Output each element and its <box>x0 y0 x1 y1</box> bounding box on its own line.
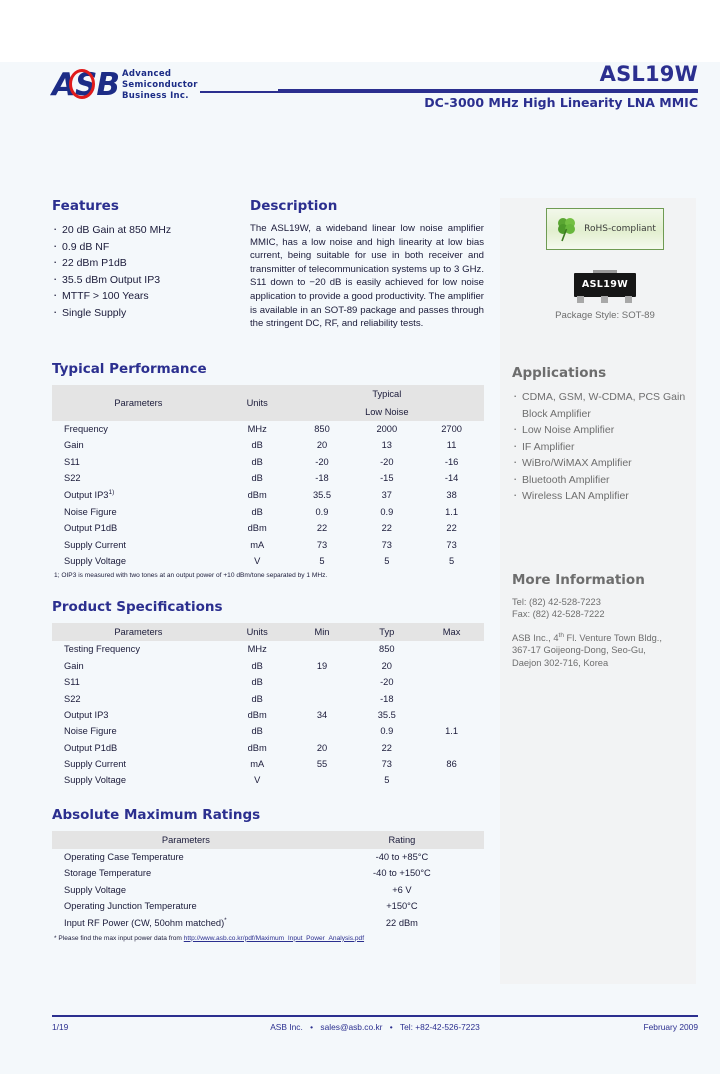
cell-value-3: 5 <box>449 556 455 567</box>
cell-parameter: S22 <box>64 473 81 484</box>
footer-divider <box>52 1015 698 1017</box>
table-row <box>52 454 484 470</box>
typical-performance-section <box>52 361 484 581</box>
cell-rating: +150°C <box>386 900 418 911</box>
column-header-parameters: Parameters <box>52 831 320 849</box>
table-row <box>52 658 484 674</box>
left-column <box>52 198 484 962</box>
cell-rating: -40 to +85°C <box>375 851 429 862</box>
column-subheader-low-noise: Low Noise <box>290 403 484 421</box>
features-section <box>52 198 232 331</box>
cell-min: 55 <box>316 759 328 770</box>
cell-units: dB <box>251 440 263 451</box>
absolute-maximum-ratings-footnote <box>54 934 484 944</box>
cell-units: dBm <box>247 742 267 753</box>
package-body <box>574 273 636 297</box>
table-row <box>52 553 484 569</box>
cell-parameter: S11 <box>64 456 80 467</box>
column-header-min: Min <box>290 623 355 641</box>
address-line-1-post: Fl. Venture Town Bldg., <box>563 632 662 643</box>
cell-units: dB <box>251 506 263 517</box>
typical-performance-table <box>52 385 484 569</box>
cell-parameter: Noise Figure <box>64 726 117 737</box>
logo-line-2: Semiconductor <box>122 79 198 90</box>
footnote-text: * Please find the max input power data from <box>54 934 184 942</box>
description-heading: Description <box>250 198 338 214</box>
cell-value-1: -20 <box>315 456 329 467</box>
cell-typ: -20 <box>380 677 394 688</box>
page-title: ASL19W <box>599 62 698 86</box>
description-body: The ASL19W, a wideband linear low noise amplifier MMIC, has a low noise and high linearity at low bias current, being suitable for use in both receiver and transmitter of telecommunication systems up to 3 GHz. S11 down to −20 dB is easily achieved for low noise application to provide a good productivity. The amplifier is available in an SOT-89 package and passes through the stringent DC, RF, and reliability tests. <box>250 223 484 330</box>
more-information-section <box>512 572 698 670</box>
cell-value-1: 0.9 <box>315 506 329 517</box>
cell-rating: -40 to +150°C <box>373 868 431 879</box>
table-row <box>52 690 484 706</box>
cell-parameter: Supply Current <box>64 539 127 550</box>
column-header-typ: Typ <box>354 623 419 641</box>
package-marking: ASL19W <box>581 279 629 290</box>
table-row <box>52 707 484 723</box>
footer-company: ASB Inc. <box>270 1022 303 1032</box>
address-ordinal: th <box>558 631 564 639</box>
cell-min <box>290 674 355 690</box>
product-specifications-table <box>52 623 484 788</box>
cell-parameter: Supply Voltage <box>64 556 127 567</box>
cell-parameter: Gain <box>64 440 84 451</box>
package-section <box>512 198 698 321</box>
table-row <box>52 520 484 536</box>
cell-parameter <box>52 914 320 931</box>
table-row <box>52 536 484 552</box>
cell-value-2: 5 <box>384 556 390 567</box>
table-header-row <box>52 623 484 641</box>
cell-value-2: -20 <box>380 456 394 467</box>
applications-heading: Applications <box>512 365 607 381</box>
cell-value-1: 5 <box>319 556 325 567</box>
cell-value-3: 22 <box>446 523 457 534</box>
cell-units: dB <box>251 677 263 688</box>
table-row <box>52 437 484 453</box>
cell-min <box>290 690 355 706</box>
cell-parameter: Gain <box>64 660 84 671</box>
cell-value-1: 850 <box>314 423 330 434</box>
logo-line-1: Advanced <box>122 68 172 79</box>
cell-min <box>290 723 355 739</box>
cell-parameter-text: Input RF Power (CW, 50ohm matched) <box>64 918 225 929</box>
cell-value-3: 73 <box>446 539 457 550</box>
table-row <box>52 898 484 914</box>
cell-value-2: 2000 <box>376 423 398 434</box>
list-item: · Bluetooth Amplifier <box>512 472 698 489</box>
cell-max <box>419 690 484 706</box>
logo-letters: ASB <box>52 67 119 103</box>
absolute-maximum-ratings-heading: Absolute Maximum Ratings <box>52 806 261 823</box>
footer-separator: • <box>310 1022 314 1032</box>
cell-parameter: Storage Temperature <box>64 868 152 879</box>
cell-units: dB <box>251 660 263 671</box>
list-item: · Low Noise Amplifier <box>512 422 698 439</box>
footer-email[interactable]: sales@asb.co.kr <box>320 1022 383 1032</box>
address-line-3: Daejon 302-716, Korea <box>512 657 609 668</box>
cell-value-2: 37 <box>381 489 392 500</box>
cell-units: MHz <box>247 423 267 434</box>
max-input-power-link[interactable]: http://www.asb.co.kr/pdf/Maximum_Input_Power_Analysis.pdf <box>183 934 365 942</box>
table-row <box>52 641 484 657</box>
table-row <box>52 914 484 931</box>
cell-units: dB <box>251 726 263 737</box>
cell-value-1: 20 <box>316 440 328 451</box>
column-header-typical: Typical <box>290 385 484 403</box>
cell-parameter: Noise Figure <box>64 506 117 517</box>
column-header-rating: Rating <box>320 831 484 849</box>
logo-ring-icon <box>69 69 95 99</box>
footer-separator: • <box>389 1022 393 1032</box>
list-item: · Wireless LAN Amplifier <box>512 488 698 505</box>
features-description-row <box>52 198 484 331</box>
cell-units: dB <box>251 456 263 467</box>
cell-typ: 73 <box>381 759 392 770</box>
cell-typ: 850 <box>379 644 395 655</box>
cell-parameter: Output IP3 <box>64 709 109 720</box>
cell-units: MHz <box>247 644 267 655</box>
page-content <box>0 198 720 1074</box>
cell-max <box>419 658 484 674</box>
absolute-maximum-ratings-section <box>52 807 484 944</box>
cell-max: 86 <box>446 759 457 770</box>
cell-rating: 22 dBm <box>385 917 418 928</box>
table-row <box>52 881 484 897</box>
cell-min: 20 <box>316 742 328 753</box>
column-header-parameters: Parameters <box>52 623 225 641</box>
page-footer <box>52 1015 698 1032</box>
table-row <box>52 470 484 486</box>
cell-max <box>419 739 484 755</box>
page-header <box>52 62 698 130</box>
cell-max <box>419 674 484 690</box>
cell-value-2: 22 <box>381 523 392 534</box>
table-row <box>52 849 484 865</box>
cell-value-3: 11 <box>446 440 457 451</box>
cell-max <box>419 772 484 788</box>
list-item: · WiBro/WiMAX Amplifier <box>512 455 698 472</box>
list-item: · 20 dB Gain at 850 MHz <box>52 222 232 239</box>
column-header-units: Units <box>225 385 290 421</box>
cell-typ: -18 <box>380 693 394 704</box>
cell-value-1: 35.5 <box>312 489 332 500</box>
table-row <box>52 772 484 788</box>
cell-max <box>419 707 484 723</box>
cell-value-1: 73 <box>316 539 328 550</box>
cell-parameter: S22 <box>64 693 81 704</box>
cell-min: 19 <box>316 660 328 671</box>
table-header-row <box>52 385 484 403</box>
table-row <box>52 486 484 503</box>
typical-performance-footnote: 1; OIP3 is measured with two tones at an output power of +10 dBm/tone separated by 1 MHz. <box>54 572 328 580</box>
contact-fax: Fax: (82) 42-528-7222 <box>512 609 605 619</box>
cell-rating: +6 V <box>392 884 412 895</box>
cell-units: dBm <box>247 709 267 720</box>
table-row <box>52 674 484 690</box>
cell-parameter-footnote-marker: 1) <box>108 489 115 497</box>
typical-performance-body <box>52 421 484 569</box>
datasheet-page <box>0 62 720 1074</box>
table-row <box>52 739 484 755</box>
description-section <box>250 198 484 331</box>
cell-units: mA <box>250 539 265 550</box>
cell-units: V <box>254 775 261 786</box>
features-heading: Features <box>52 198 119 214</box>
cell-typ: 35.5 <box>377 709 396 720</box>
address-line-2: 367-17 Goijeong-Dong, Seo-Gu, <box>512 645 646 656</box>
cell-units: dBm <box>247 489 267 500</box>
cell-value-2: 13 <box>381 440 392 451</box>
cell-parameter: Supply Voltage <box>64 884 127 895</box>
table-row <box>52 504 484 520</box>
cell-value-2: -15 <box>380 473 394 484</box>
cell-value-2: 0.9 <box>380 506 394 517</box>
cell-parameter: Output P1dB <box>64 523 118 534</box>
cell-value-1: -18 <box>315 473 329 484</box>
applications-section <box>512 365 698 505</box>
cell-value-1: 22 <box>316 523 328 534</box>
list-item: · IF Amplifier <box>512 439 698 456</box>
logo-line-3: Business Inc. <box>122 90 189 101</box>
footer-date: February 2009 <box>643 1022 698 1032</box>
page-subtitle: DC-3000 MHz High Linearity LNA MMIC <box>424 95 698 110</box>
cell-parameter: Supply Voltage <box>64 775 127 786</box>
list-item: · 22 dBm P1dB <box>52 255 232 272</box>
right-column <box>512 198 698 669</box>
cell-parameter: S11 <box>64 677 80 688</box>
cell-parameter: Testing Frequency <box>64 644 140 655</box>
cell-parameter-footnote-marker: * <box>224 917 227 925</box>
rohs-badge <box>546 208 664 250</box>
cell-parameter: Operating Case Temperature <box>64 851 184 862</box>
typical-performance-heading: Typical Performance <box>52 360 207 377</box>
cell-max <box>419 641 484 657</box>
asb-logo-icon <box>52 67 119 103</box>
product-specifications-section <box>52 599 484 788</box>
footer-contact <box>172 1022 578 1032</box>
cell-units: dB <box>251 473 263 484</box>
table-row <box>52 421 484 437</box>
cell-parameter: Output P1dB <box>64 742 118 753</box>
cell-parameter: Supply Current <box>64 759 127 770</box>
cell-value-3: -14 <box>444 473 459 484</box>
cell-value-3: 1.1 <box>445 506 459 517</box>
table-header-row <box>52 831 484 849</box>
cell-value-3: 38 <box>446 489 457 500</box>
more-information-heading: More Information <box>512 571 645 588</box>
footer-tel: Tel: +82-42-526-7223 <box>399 1022 480 1032</box>
cell-typ: 20 <box>381 660 392 671</box>
list-item: · MTTF > 100 Years <box>52 288 232 305</box>
cell-value-2: 73 <box>381 539 392 550</box>
cell-value-3: -16 <box>444 456 459 467</box>
package-lead <box>625 296 632 303</box>
package-lead <box>601 296 608 303</box>
logo-company-name <box>122 69 198 102</box>
column-header-max: Max <box>419 623 484 641</box>
rohs-label: RoHS-compliant <box>584 224 656 234</box>
list-item: · 35.5 dBm Output IP3 <box>52 272 232 289</box>
footer-row <box>52 1022 698 1032</box>
page-number: 1/19 <box>52 1022 69 1032</box>
cell-typ: 0.9 <box>380 726 394 737</box>
spacer <box>512 621 698 630</box>
cell-parameter-text: Output IP3 <box>64 490 109 501</box>
cell-parameter <box>52 486 225 503</box>
cell-units: mA <box>250 759 265 770</box>
absolute-maximum-ratings-table <box>52 831 484 932</box>
address-line-1 <box>512 630 698 645</box>
cell-typ: 22 <box>381 742 392 753</box>
list-item: · CDMA, GSM, W-CDMA, PCS Gain Block Amplifier <box>512 389 698 422</box>
cell-min <box>290 641 355 657</box>
address-line-1-pre: ASB Inc., 4 <box>512 632 559 643</box>
title-underline <box>278 89 698 91</box>
column-header-units: Units <box>225 623 290 641</box>
cell-min: 34 <box>316 709 328 720</box>
product-specifications-heading: Product Specifications <box>52 599 223 616</box>
cell-typ: 5 <box>384 775 390 786</box>
features-list <box>52 222 232 321</box>
cell-units: V <box>254 556 261 567</box>
table-row <box>52 756 484 772</box>
column-header-parameters: Parameters <box>52 385 225 421</box>
clover-icon <box>554 216 580 242</box>
cell-units: dB <box>251 693 263 704</box>
cell-max: 1.1 <box>445 726 459 737</box>
contact-tel: Tel: (82) 42-528-7223 <box>512 596 601 607</box>
applications-list <box>512 389 698 505</box>
title-block <box>278 62 698 111</box>
list-item: · 0.9 dB NF <box>52 239 232 256</box>
cell-value-3: 2700 <box>441 423 462 434</box>
table-row <box>52 865 484 881</box>
package-lead <box>577 296 584 303</box>
cell-units: dBm <box>247 523 267 534</box>
cell-min <box>290 772 355 788</box>
product-specifications-body <box>52 641 484 788</box>
cell-parameter: Operating Junction Temperature <box>64 900 197 911</box>
table-row <box>52 723 484 739</box>
list-item: · Single Supply <box>52 305 232 322</box>
company-logo <box>52 68 198 102</box>
cell-parameter: Frequency <box>64 423 108 434</box>
absolute-maximum-ratings-body <box>52 849 484 932</box>
package-style-label: Package Style: SOT-89 <box>555 310 655 321</box>
package-image <box>574 270 636 300</box>
